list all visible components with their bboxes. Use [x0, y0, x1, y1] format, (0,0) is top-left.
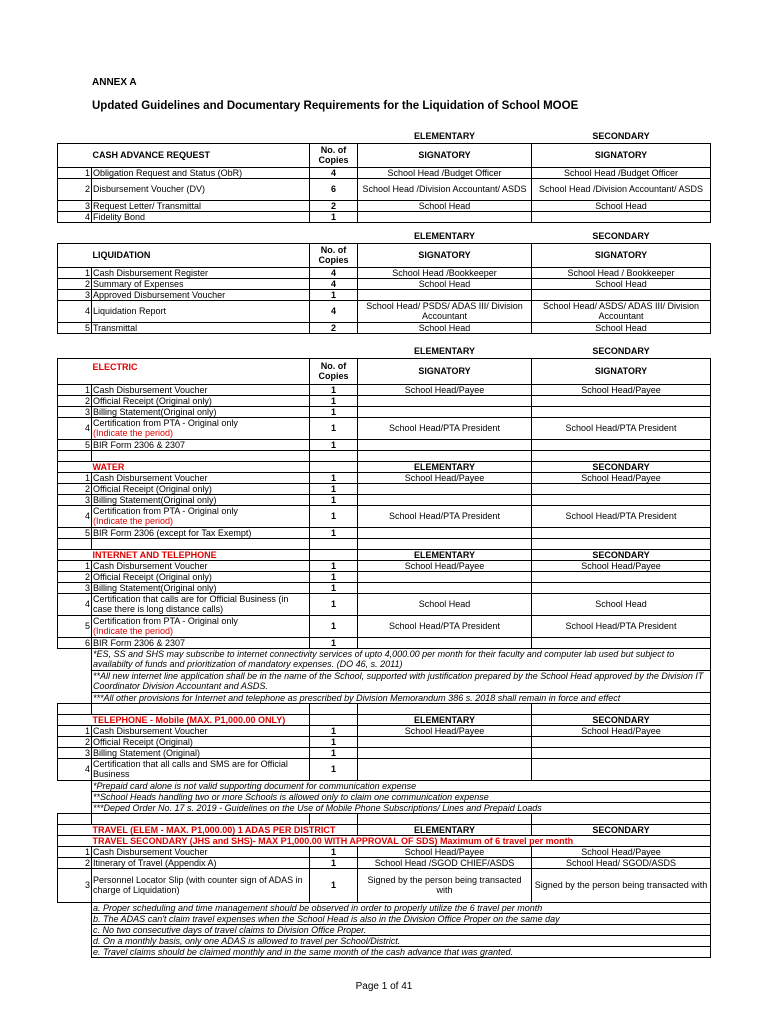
copies-count: 1	[310, 472, 358, 483]
copies-count: 1	[310, 868, 358, 902]
secondary-signatory	[532, 758, 711, 780]
requirement-item: Official Receipt (Original only)	[92, 395, 310, 406]
row-number: 4	[58, 593, 92, 615]
secondary-label: SECONDARY	[532, 549, 711, 560]
secondary-signatory	[532, 747, 711, 758]
period-note: (Indicate the period)	[93, 626, 174, 636]
liquidation-table	[57, 230, 711, 334]
row-number: 2	[58, 483, 92, 494]
secondary-label: SECONDARY	[592, 231, 650, 242]
row-number: 5	[58, 439, 92, 450]
row-number: 1	[58, 384, 92, 395]
travel-note: d. On a monthly basis, only one ADAS is allowed to travel per School/District.	[92, 935, 711, 946]
elementary-label: ELEMENTARY	[358, 549, 532, 560]
requirement-item: Obligation Request and Status (ObR)	[92, 167, 310, 178]
row-number: 3	[58, 582, 92, 593]
requirement-item: Summary of Expenses	[92, 278, 310, 289]
secondary-signatory: School Head	[532, 322, 711, 333]
secondary-signatory: School Head /Division Accountant/ ASDS	[532, 178, 711, 200]
copies-count: 1	[310, 494, 358, 505]
secondary-label: SECONDARY	[532, 824, 711, 835]
requirement-item: Billing Statement(Original only)	[92, 494, 310, 505]
copies-count: 1	[310, 615, 358, 637]
elementary-signatory	[358, 527, 532, 538]
requirement-item: Billing Statement(Original only)	[92, 582, 310, 593]
copies-count: 1	[310, 406, 358, 417]
elementary-signatory: School Head/Payee	[358, 384, 532, 395]
copies-count: 1	[310, 439, 358, 450]
requirement-item: Liquidation Report	[92, 300, 310, 322]
copies-count: 1	[310, 725, 358, 736]
elementary-signatory: School Head/PTA President	[358, 505, 532, 527]
secondary-signatory: School Head /Budget Officer	[532, 167, 711, 178]
elementary-signatory	[358, 211, 532, 222]
row-number: 2	[58, 857, 92, 868]
elementary-signatory	[358, 571, 532, 582]
signatory-header: SIGNATORY	[532, 243, 711, 267]
secondary-signatory: School Head	[532, 593, 711, 615]
requirement-item: Billing Statement (Original)	[92, 747, 310, 758]
item-text: Certification from PTA - Original only	[93, 506, 238, 516]
copies-header: No. of Copies	[310, 243, 358, 267]
elementary-signatory: School Head	[358, 200, 532, 211]
row-number: 5	[58, 322, 92, 333]
secondary-signatory: School Head/ SGOD/ASDS	[532, 857, 711, 868]
secondary-signatory: School Head/Payee	[532, 384, 711, 395]
requirement-item: Fidelity Bond	[92, 211, 310, 222]
copies-count: 1	[310, 571, 358, 582]
section-heading: LIQUIDATION	[92, 243, 310, 267]
elementary-signatory: School Head/Payee	[358, 472, 532, 483]
elementary-signatory: School Head	[358, 593, 532, 615]
section-heading-travel: TRAVEL (ELEM - MAX. P1,000.00) 1 ADAS PER DISTRICT	[92, 824, 358, 835]
row-number: 4	[58, 211, 92, 222]
elementary-signatory	[358, 483, 532, 494]
requirement-item: Cash Disbursement Voucher	[92, 472, 310, 483]
elementary-signatory: School Head	[358, 322, 532, 333]
elementary-signatory: School Head/PTA President	[358, 417, 532, 439]
elementary-signatory	[358, 439, 532, 450]
row-number: 4	[58, 505, 92, 527]
copies-count: 4	[310, 300, 358, 322]
copies-count: 2	[310, 322, 358, 333]
row-number: 1	[58, 472, 92, 483]
elementary-signatory: School Head/Payee	[358, 846, 532, 857]
requirement-item: Official Receipt (Original only)	[92, 571, 310, 582]
row-number: 3	[58, 289, 92, 300]
row-number: 1	[58, 725, 92, 736]
elementary-signatory	[358, 637, 532, 648]
elementary-signatory: School Head/ PSDS/ ADAS III/ Division Accountant	[358, 300, 532, 322]
row-number: 2	[58, 278, 92, 289]
secondary-signatory	[532, 527, 711, 538]
signatory-header: SIGNATORY	[358, 358, 532, 384]
elementary-signatory: School Head /SGOD CHIEF/ASDS	[358, 857, 532, 868]
secondary-signatory	[532, 582, 711, 593]
elementary-signatory: School Head /Bookkeeper	[358, 267, 532, 278]
internet-note: **All new internet line application shall be in the name of the School, supported with justification prepared by the School Head approved by the Division IT Coordinator Division Accountant and ASDS.	[92, 670, 711, 692]
requirement-item: BIR Form 2306 & 2307	[92, 637, 310, 648]
requirement-item: Approved Disbursement Voucher	[92, 289, 310, 300]
requirement-item: BIR Form 2306 & 2307	[92, 439, 310, 450]
period-note: (Indicate the period)	[93, 428, 174, 438]
secondary-label: SECONDARY	[592, 131, 650, 142]
secondary-signatory	[532, 211, 711, 222]
requirement-item	[92, 615, 310, 637]
telephone-note: *Prepaid card alone is not valid supporting document for communication expense	[92, 780, 711, 791]
elementary-signatory: School Head/PTA President	[358, 615, 532, 637]
copies-count: 1	[310, 736, 358, 747]
copies-count: 1	[310, 417, 358, 439]
requirement-item: Itinerary of Travel (Appendix A)	[92, 857, 310, 868]
copies-count: 1	[310, 637, 358, 648]
elementary-signatory	[358, 494, 532, 505]
elementary-signatory: School Head /Budget Officer	[358, 167, 532, 178]
signatory-header: SIGNATORY	[532, 143, 711, 167]
row-number: 4	[58, 417, 92, 439]
section-heading: CASH ADVANCE REQUEST	[92, 143, 310, 167]
copies-count: 4	[310, 167, 358, 178]
cash-advance-table	[57, 130, 711, 223]
requirement-item: Personnel Locator Slip (with counter sign of ADAS in charge of Liquidation)	[92, 868, 310, 902]
requirement-item: Cash Disbursement Voucher	[92, 846, 310, 857]
copies-header: No. of Copies	[310, 143, 358, 167]
secondary-signatory	[532, 736, 711, 747]
elementary-signatory: School Head /Division Accountant/ ASDS	[358, 178, 532, 200]
copies-count: 2	[310, 200, 358, 211]
row-number: 1	[58, 846, 92, 857]
copies-count: 1	[310, 211, 358, 222]
secondary-signatory: School Head/PTA President	[532, 417, 711, 439]
copies-count: 1	[310, 857, 358, 868]
copies-count: 1	[310, 593, 358, 615]
copies-count: 1	[310, 505, 358, 527]
row-number: 1	[58, 267, 92, 278]
secondary-signatory: School Head/PTA President	[532, 615, 711, 637]
travel-note: e. Travel claims should be claimed monthly and in the same month of the cash advance that was granted.	[92, 946, 711, 957]
copies-count: 1	[310, 846, 358, 857]
secondary-signatory	[532, 494, 711, 505]
requirement-item: Transmittal	[92, 322, 310, 333]
copies-count: 1	[310, 483, 358, 494]
utilities-table	[57, 345, 711, 958]
copies-count: 1	[310, 758, 358, 780]
elementary-label: ELEMENTARY	[358, 461, 532, 472]
elementary-signatory	[358, 395, 532, 406]
requirement-item: Cash Disbursement Voucher	[92, 384, 310, 395]
elementary-signatory: School Head/Payee	[358, 560, 532, 571]
travel-note: b. The ADAS can't claim travel expenses when the School Head is also in the Division Office Proper on the same day	[92, 913, 711, 924]
requirement-item: Billing Statement(Original only)	[92, 406, 310, 417]
secondary-signatory: School Head	[532, 278, 711, 289]
telephone-note: **School Heads handling two or more Schools is allowed only to claim one communication expense	[92, 791, 711, 802]
secondary-signatory: School Head/ ASDS/ ADAS III/ Division Accountant	[532, 300, 711, 322]
secondary-signatory	[532, 289, 711, 300]
copies-count: 1	[310, 395, 358, 406]
travel-note: c. No two consecutive days of travel claims to Division Office Proper.	[92, 924, 711, 935]
signatory-header: SIGNATORY	[358, 243, 532, 267]
period-note: (Indicate the period)	[93, 516, 174, 526]
copies-count: 4	[310, 267, 358, 278]
elementary-label: ELEMENTARY	[358, 824, 532, 835]
requirement-item: Official Receipt (Original only)	[92, 483, 310, 494]
copies-count: 1	[310, 289, 358, 300]
secondary-signatory: School Head/Payee	[532, 560, 711, 571]
signatory-header: SIGNATORY	[532, 358, 711, 384]
item-text: Certification from PTA - Original only	[93, 418, 238, 428]
secondary-label: SECONDARY	[592, 346, 650, 357]
elementary-signatory	[358, 406, 532, 417]
telephone-note: ***Deped Order No. 17 s. 2019 - Guidelines on the Use of Mobile Phone Subscriptions/ Lines and Prepaid Loads	[92, 802, 711, 813]
elementary-signatory	[358, 736, 532, 747]
section-heading-telephone: TELEPHONE - Mobile (MAX. P1,000.00 ONLY)	[92, 714, 310, 725]
secondary-signatory: School Head	[532, 200, 711, 211]
row-number: 5	[58, 615, 92, 637]
secondary-signatory	[532, 395, 711, 406]
elementary-label: ELEMENTARY	[413, 346, 475, 357]
row-number: 3	[58, 200, 92, 211]
copies-count: 4	[310, 278, 358, 289]
elementary-label: ELEMENTARY	[413, 131, 475, 142]
elementary-signatory: School Head/Payee	[358, 725, 532, 736]
row-number: 3	[58, 494, 92, 505]
secondary-signatory: School Head / Bookkeeper	[532, 267, 711, 278]
signatory-header: SIGNATORY	[358, 143, 532, 167]
item-text: Certification from PTA - Original only	[93, 616, 238, 626]
elementary-signatory	[358, 747, 532, 758]
page-number: Page 1 of 41	[355, 981, 413, 992]
elementary-label: ELEMENTARY	[358, 714, 532, 725]
copies-count: 6	[310, 178, 358, 200]
copies-count: 1	[310, 747, 358, 758]
secondary-signatory	[532, 439, 711, 450]
secondary-signatory: School Head/Payee	[532, 846, 711, 857]
section-heading-electric: ELECTRIC	[92, 358, 310, 384]
elementary-signatory: School Head	[358, 278, 532, 289]
internet-note: ***All other provisions for Internet and telephone as prescribed by Division Memorandum 386 s. 2018 shall remain in force and effect	[92, 692, 711, 703]
secondary-signatory: School Head/Payee	[532, 725, 711, 736]
secondary-label: SECONDARY	[532, 714, 711, 725]
requirement-item	[92, 505, 310, 527]
secondary-label: SECONDARY	[532, 461, 711, 472]
secondary-signatory	[532, 637, 711, 648]
row-number: 3	[58, 868, 92, 902]
requirement-item: Disbursement Voucher (DV)	[92, 178, 310, 200]
row-number: 1	[58, 560, 92, 571]
section-heading-internet: INTERNET AND TELEPHONE	[92, 549, 310, 560]
requirement-item: Cash Disbursement Register	[92, 267, 310, 278]
requirement-item	[92, 417, 310, 439]
elementary-signatory	[358, 582, 532, 593]
copies-count: 1	[310, 560, 358, 571]
row-number: 2	[58, 395, 92, 406]
annex-label: ANNEX A	[92, 77, 137, 88]
secondary-signatory	[532, 406, 711, 417]
requirement-item: Official Receipt (Original)	[92, 736, 310, 747]
secondary-signatory: School Head/Payee	[532, 472, 711, 483]
copies-count: 1	[310, 582, 358, 593]
elementary-label: ELEMENTARY	[413, 231, 475, 242]
secondary-signatory: School Head/PTA President	[532, 505, 711, 527]
requirement-item: Cash Disbursement Voucher	[92, 560, 310, 571]
row-number: 2	[58, 736, 92, 747]
requirement-item: Request Letter/ Transmittal	[92, 200, 310, 211]
requirement-item: BIR Form 2306 (except for Tax Exempt)	[92, 527, 310, 538]
document-title: Updated Guidelines and Documentary Requirements for the Liquidation of School MOOE	[92, 100, 579, 112]
internet-note: *ES, SS and SHS may subscribe to internet connectivity services of upto 4,000.00 per month for their faculty and computer lab used but subject to availabilty of funds and prioritization of mandatory expenses. (DO 46, s. 2011)	[92, 648, 711, 670]
row-number: 2	[58, 571, 92, 582]
section-heading-water: WATER	[92, 461, 310, 472]
copies-count: 1	[310, 384, 358, 395]
elementary-signatory: Signed by the person being transacted with	[358, 868, 532, 902]
copies-count: 1	[310, 527, 358, 538]
row-number: 3	[58, 747, 92, 758]
row-number: 4	[58, 300, 92, 322]
row-number: 5	[58, 527, 92, 538]
copies-header: No. of Copies	[310, 358, 358, 384]
row-number: 1	[58, 167, 92, 178]
row-number: 2	[58, 178, 92, 200]
section-heading-travel-secondary: TRAVEL SECONDARY (JHS and SHS)- MAX P1,000.00 WITH APPROVAL OF SDS) Maximum of 6 travel per month	[92, 835, 711, 846]
elementary-signatory	[358, 758, 532, 780]
secondary-signatory	[532, 571, 711, 582]
row-number: 4	[58, 758, 92, 780]
secondary-signatory: Signed by the person being transacted with	[532, 868, 711, 902]
requirement-item: Certification that calls are for Official Business (in case there is long distance calls)	[92, 593, 310, 615]
elementary-signatory	[358, 289, 532, 300]
requirement-item: Cash Disbursement Voucher	[92, 725, 310, 736]
secondary-signatory	[532, 483, 711, 494]
travel-note: a. Proper scheduling and time management should be observed in order to properly utilize the 6 travel per month	[92, 902, 711, 913]
row-number: 3	[58, 406, 92, 417]
row-number: 6	[58, 637, 92, 648]
requirement-item: Certification that all calls and SMS are for Official Business	[92, 758, 310, 780]
